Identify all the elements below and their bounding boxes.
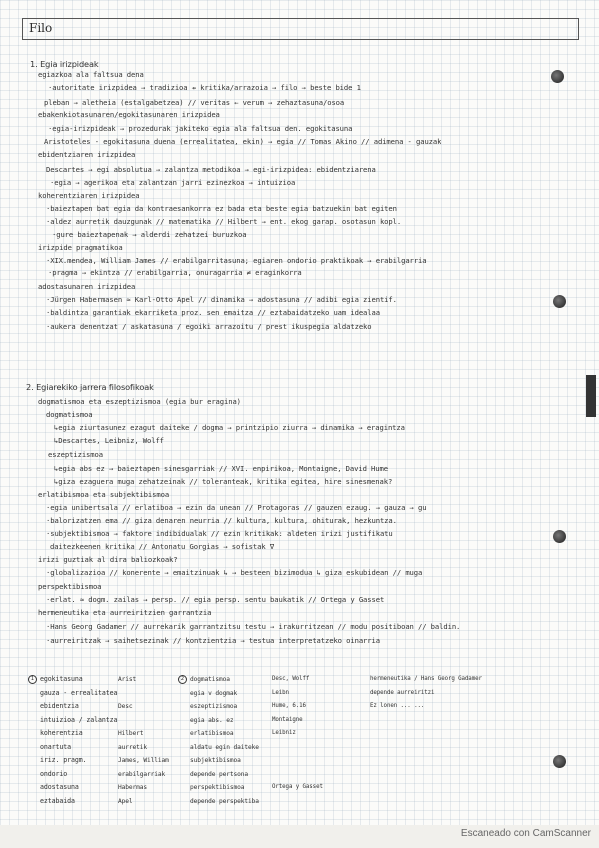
note-line: ebakenkiotasunaren/egokitasunaren irizpidea — [38, 110, 220, 119]
side-tab — [586, 375, 596, 417]
summary-term: erlatibismoa — [190, 730, 234, 737]
summary-term: eztabaida — [40, 796, 75, 805]
note-line: ·aurreiritzak → saihetsezinak // kontzientzia → testua interpretatzeko oinarria — [46, 636, 380, 645]
summary-author: Montaigne — [272, 716, 303, 723]
note-line: pleban → aletheia (estalgabetzea) // veritas ← verum → zehaztasuna/osoa — [44, 98, 345, 107]
summary-author: Desc — [118, 703, 133, 710]
summary-term: aldatu egin daiteke — [190, 743, 259, 751]
note-line: ↳Descartes, Leibniz, Wolff — [54, 436, 164, 445]
page-title: Filo — [29, 21, 53, 35]
summary-author: Leibn — [272, 689, 289, 696]
summary-term: egia abs. ez — [190, 716, 234, 724]
note-line: Aristoteles - egokitasuna duena (errealitatea, ekin) → egia // Tomas Akino // adimena - gauzak — [44, 137, 442, 146]
note-line: erlatibismoa eta subjektibismoa — [38, 490, 170, 499]
note-line: ↳egia abs ez → baieztapen sinesgarriak // XVI. enpirikoa, Montaigne, David Hume — [54, 464, 388, 473]
summary-author: James, William — [118, 757, 169, 764]
summary-term: ebidentzia — [40, 702, 79, 710]
note-line: 1. Egia irizpideak — [30, 60, 99, 69]
summary-author: Habermas — [118, 784, 148, 791]
binder-hole — [553, 755, 566, 768]
note-line: adostasunaren irizpidea — [38, 282, 136, 291]
note-line: ·baldintza garantiak ekarriketa proz. sen emaitza // eztabaidatzeko uam idealaa — [46, 308, 380, 317]
summary-term: eszeptizismoa — [190, 703, 238, 710]
note-line: egiazkoa ala faltsua dena — [38, 70, 144, 79]
note-line: ebidentziaren irizpidea — [38, 150, 136, 159]
binder-hole — [553, 295, 566, 308]
note-line: ·balorizatzen ema // giza denaren neurria // kultura, kultura, ohiturak, hezkuntza. — [46, 516, 397, 525]
note-line: ·aldez aurretik dauzgunak // matematika // Hilbert → ent. ekog garap. osotasun kopl. — [46, 217, 402, 226]
summary-author: Leibniz — [272, 730, 296, 736]
summary-term: egokitasuna — [40, 675, 83, 683]
note-line: ·subjektibismoa → faktore indibidualak // ezin kritikak: aldeten irizi justifikatu — [46, 529, 393, 538]
note-line: koherentziaren irizpidea — [38, 191, 140, 200]
binder-hole — [553, 530, 566, 543]
note-line: ·egia unibertsala // erlatiboa → ezin da unean // Protagoras // gauzen ezaug. → gauza → gu — [46, 503, 427, 512]
summary-author: erabilgarriak — [118, 770, 166, 778]
summary-term: perspektibismoa — [190, 784, 245, 791]
note-line: daitezkeenen kritika // Antonatu Gorgias → sofistak ∇ — [50, 542, 275, 551]
note-line: ·XIX.mendea, William James // erabilgarritasuna; egiaren ondorio praktikoak → erabilgarria — [46, 256, 427, 265]
note-line: Descartes → egi absolutua → zalantza metodikoa → egi-irizpidea: ebidentziarena — [46, 165, 376, 174]
summary-term: intuizioa / zalantza — [40, 715, 118, 724]
note-line: ·baieztapen bat egia da kontraesankorra ez bada eta beste egia batzuekin bat egiten — [46, 204, 397, 213]
summary-term: adostasuna — [40, 783, 79, 791]
summary-author: Hilbert — [118, 730, 144, 737]
section-number-marker: 1 — [28, 675, 37, 684]
summary-term: depende aurreiritzi — [370, 689, 435, 696]
summary-term: Ez lonen ... ... — [370, 703, 425, 709]
summary-author: Arist — [118, 676, 137, 683]
note-line: hermeneutika eta aurreiritzien garrantzia — [38, 608, 212, 617]
summary-term: depende perspektiba — [190, 797, 259, 805]
note-line: dogmatismoa — [46, 410, 93, 419]
scanner-watermark: Escaneado con CamScanner — [460, 828, 591, 839]
note-line: ·egia-irizpideak → prozedurak jakiteko egia ala faltsua den. egokitasuna — [48, 124, 353, 133]
summary-term: iriz. pragm. — [40, 756, 87, 764]
summary-term: koherentzia — [40, 729, 83, 737]
summary-term: gauza - errealitatea — [40, 688, 118, 697]
note-line: ·autoritate irizpidea → tradizioa ⇸ kritika/arrazoia → filo → beste bide 1 — [48, 83, 361, 92]
summary-term: depende pertsona — [190, 770, 249, 778]
note-line: dogmatismoa eta eszeptizismoa (egia bur eragina) — [38, 397, 241, 406]
note-line: irizpide pragmatikoa — [38, 243, 123, 252]
summary-term: dogmatismoa — [190, 676, 230, 683]
summary-term: ondorio — [40, 769, 68, 778]
note-line: ·erlat. ≈ dogm. zailas → persp. // egia persp. sentu baukatik // Ortega y Gasset — [46, 595, 385, 604]
summary-term: onartuta — [40, 742, 71, 751]
note-line: ·aukera denentzat / askatasuna / egoiki arrazoitu / prest ikuspegia aldatzeko — [46, 322, 372, 331]
note-line: perspektibismoa — [38, 582, 102, 591]
summary-author: Desc, Wolff — [272, 676, 310, 682]
summary-author: aurretik — [118, 743, 148, 751]
note-line: 2. Egiarekiko jarrera filosofikoak — [26, 383, 154, 392]
note-line: ·pragma → ekintza // erabilgarria, onuragarria ≠ eraginkorra — [48, 268, 302, 277]
summary-term: hermeneutika / Hans Georg Gadamer — [370, 676, 482, 682]
note-line: irizi guztiak al dira baliozkoak? — [38, 555, 178, 564]
binder-hole — [551, 70, 564, 83]
summary-author: Hume, 6.16 — [272, 703, 306, 709]
note-line: eszeptizismoa — [48, 450, 103, 459]
note-line: ·Hans Georg Gadamer // aurrekarik garrantzitsu testu → irakurritzean // modu positiboan // baldin. — [46, 622, 461, 631]
note-line: ·Jürgen Habermasen ≈ Karl-Otto Apel // dinamika → adostasuna // adibi egia zientif. — [46, 295, 397, 304]
summary-term: egia v dogmak — [190, 689, 238, 697]
section-number-marker: 2 — [178, 675, 187, 684]
summary-author: Apel — [118, 797, 133, 805]
summary-term: subjektibismoa — [190, 757, 241, 764]
note-line: ·globalizazioa // konerente → emaitzinuak ↳ → besteen bizimodua ↳ giza eskubidean // muga — [46, 568, 423, 577]
note-line: ↳giza ezaguera muga zehatzeinak // toleranteak, kritika egitea, hire sinesmenak? — [54, 477, 393, 486]
note-line: ↳egia ziurtasunez ezagut daiteke / dogma → printzipio ziurra → dinamika → eragintza — [54, 423, 405, 432]
note-line: ·egia → agerikoa eta zalantzan jarri ezinezkoa → intuizioa — [50, 178, 296, 187]
title-box — [22, 18, 579, 40]
note-line: ·gure baieztapenak → alderdi zehatzei buruzkoa — [52, 230, 247, 239]
summary-author: Ortega y Gasset — [272, 784, 323, 790]
